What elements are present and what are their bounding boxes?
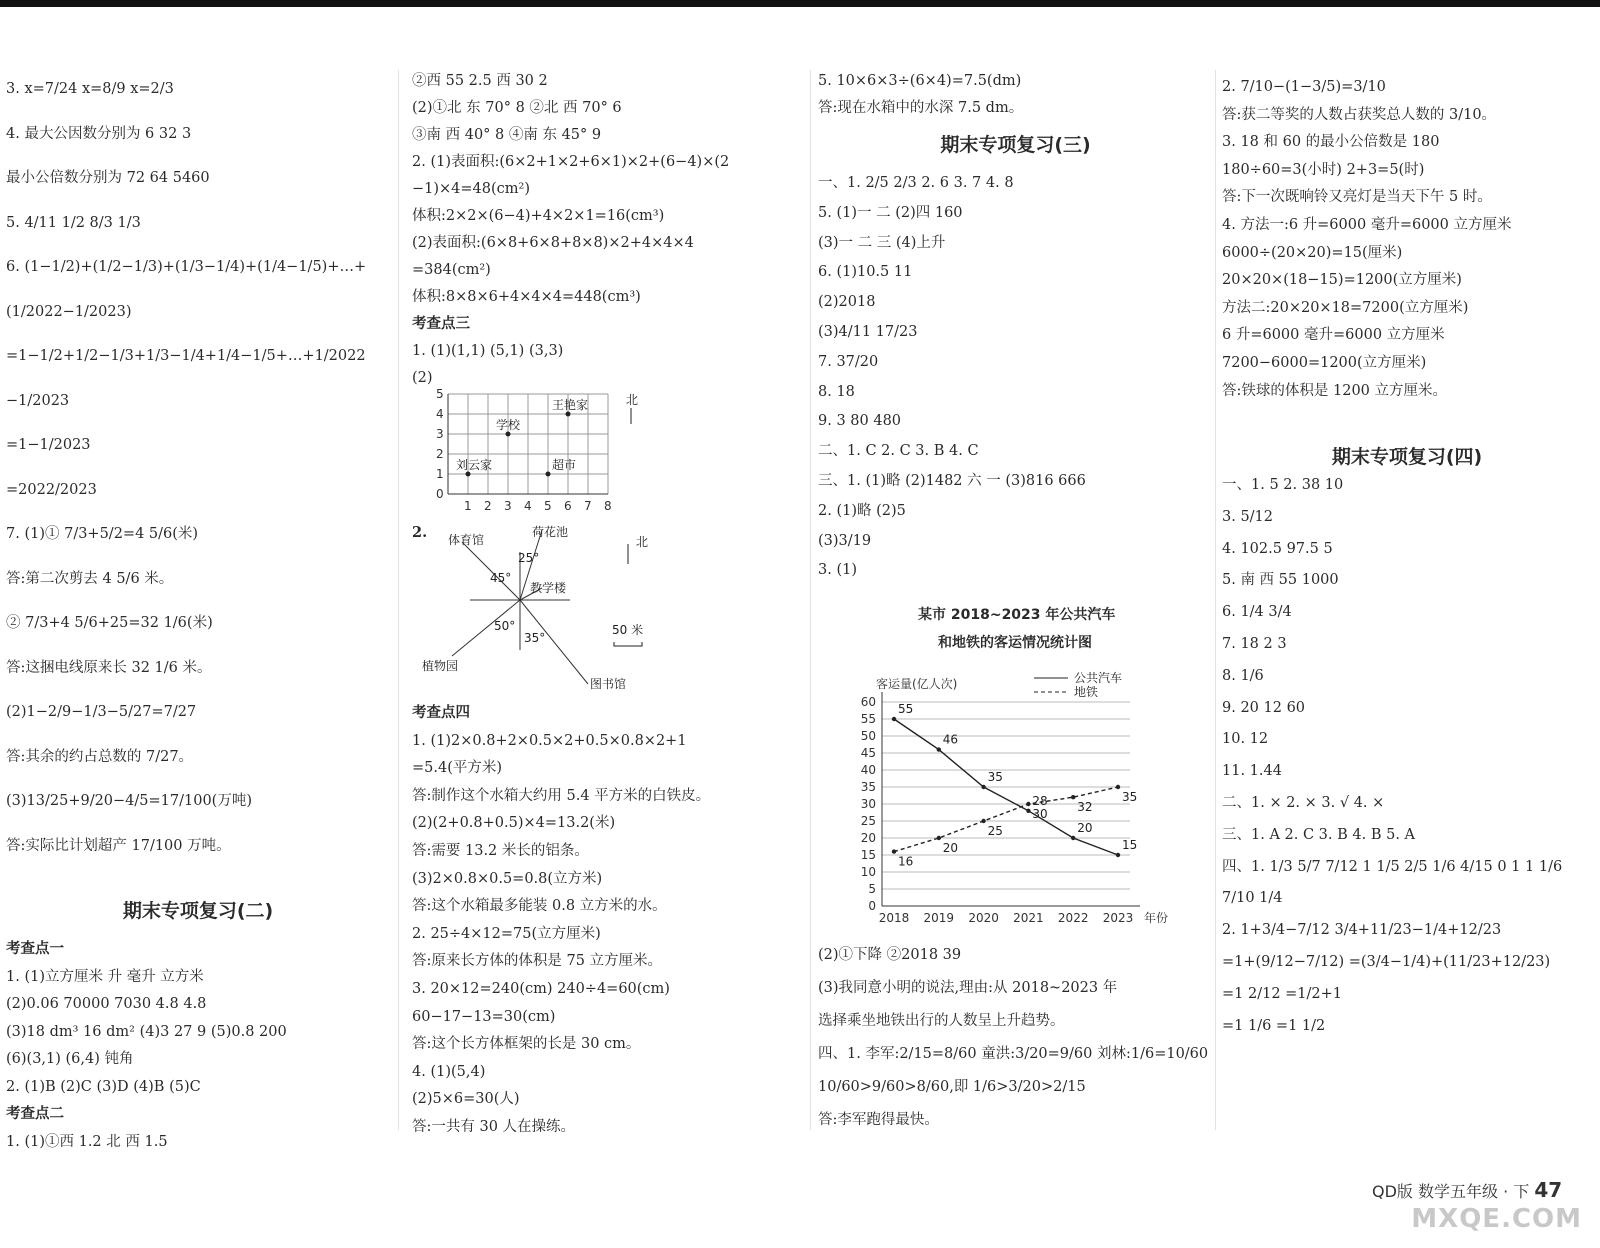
grid-x-tick: 6 bbox=[564, 499, 572, 513]
angle-label: 35° bbox=[524, 631, 546, 645]
data-label: 25 bbox=[987, 824, 1003, 838]
answer-line: (2)(2+0.8+0.5)×4=13.2(米) bbox=[412, 815, 616, 832]
y-tick-label: 55 bbox=[860, 712, 876, 726]
answer-line: 体积:2×2×(6−4)+4×2×1=16(cm³) bbox=[412, 208, 665, 224]
angle-label: 45° bbox=[490, 571, 512, 585]
answer-line: 1. (1)(1,1) (5,1) (3,3) bbox=[412, 343, 564, 359]
data-label: 46 bbox=[942, 732, 959, 747]
answer-line: 1. (1)立方厘米 升 毫升 立方米 bbox=[6, 968, 204, 985]
legend-label: 公共汽车 bbox=[1074, 671, 1123, 685]
x-tick-label: 2018 bbox=[878, 911, 910, 925]
answer-line: =2022/2023 bbox=[6, 481, 97, 498]
grid-label-wangyan: 王艳家 bbox=[552, 398, 589, 412]
answer-line: 二、1. × 2. × 3. √ 4. × bbox=[1222, 795, 1385, 811]
answer-line: 答:其余的约占总数的 7/27。 bbox=[6, 748, 194, 765]
answer-line: 4. 102.5 97.5 5 bbox=[1222, 540, 1333, 557]
item-number: 2. bbox=[412, 524, 428, 541]
y-tick-label: 35 bbox=[860, 780, 876, 794]
answer-line: (2)表面积:(6×8+6×8+8×8)×2+4×4×4 bbox=[412, 235, 694, 251]
y-tick-label: 45 bbox=[860, 746, 876, 760]
data-label: 20 bbox=[942, 841, 959, 855]
grid-x-tick: 2 bbox=[484, 499, 492, 513]
answer-line: 180÷60=3(小时) 2+3=5(时) bbox=[1222, 161, 1425, 178]
data-point bbox=[1116, 785, 1120, 789]
answer-line: 四、1. 李军:2/15=8/60 童洪:3/20=9/60 刘林:1/6=10/60 bbox=[818, 1046, 1209, 1062]
data-point bbox=[1071, 795, 1075, 799]
data-point bbox=[937, 836, 941, 840]
answer-line: (3)18 dm³ 16 dm² (4)3 27 9 (5)0.8 200 bbox=[6, 1023, 287, 1040]
answer-line: 选择乘坐地铁出行的人数呈上升趋势。 bbox=[818, 1013, 1065, 1029]
answer-line: 三、1. A 2. C 3. B 4. B 5. A bbox=[1222, 826, 1416, 843]
answer-line: 答:第二次剪去 4 5/6 米。 bbox=[6, 570, 174, 587]
grid-y-tick: 1 bbox=[436, 467, 444, 481]
data-point bbox=[1116, 853, 1120, 857]
page-number: 47 bbox=[1534, 1178, 1563, 1202]
watermark-logo: MXQE.COM bbox=[1411, 1204, 1582, 1234]
answer-line: 4. (1)(5,4) bbox=[412, 1063, 486, 1080]
y-tick-label: 30 bbox=[860, 797, 876, 811]
answer-line: (2)2018 bbox=[818, 294, 876, 311]
section-title: 期末专项复习(三) bbox=[940, 134, 1091, 156]
x-tick-label: 2021 bbox=[1013, 911, 1044, 925]
answer-line: 6000÷(20×20)=15(厘米) bbox=[1222, 244, 1403, 261]
column-divider bbox=[398, 70, 399, 1130]
place-lotus-pond: 荷花池 bbox=[532, 525, 569, 539]
answer-line: 答:铁球的体积是 1200 立方厘米。 bbox=[1222, 382, 1448, 399]
answer-line: ③南 西 40° 8 ④南 东 45° 9 bbox=[412, 127, 602, 143]
data-label: 35 bbox=[987, 770, 1003, 784]
answer-line: 答:这捆电线原来长 32 1/6 米。 bbox=[6, 659, 212, 676]
answer-line: 答:获二等奖的人数占获奖总人数的 3/10。 bbox=[1222, 106, 1497, 123]
answer-line: 5. (1)一 二 (2)四 160 bbox=[818, 204, 963, 221]
answer-line: =384(cm²) bbox=[412, 262, 491, 278]
data-point bbox=[981, 785, 985, 789]
angle-label: 25° bbox=[518, 551, 540, 565]
answer-line: 最小公倍数分别为 72 64 5460 bbox=[6, 170, 210, 186]
answer-line: 6 升=6000 毫升=6000 立方厘米 bbox=[1222, 327, 1445, 344]
data-point bbox=[1071, 836, 1075, 840]
grid-x-tick: 5 bbox=[544, 499, 552, 513]
answer-line: 8. 18 bbox=[818, 383, 855, 400]
answer-line: =1−1/2023 bbox=[6, 437, 91, 453]
answer-line: 三、1. (1)略 (2)1482 六 一 (3)816 666 bbox=[818, 473, 1086, 489]
place-teaching-building: 教学楼 bbox=[530, 581, 567, 595]
answer-line: =1 1/6 =1 1/2 bbox=[1222, 1017, 1326, 1034]
answer-line: (2)①下降 ②2018 39 bbox=[818, 947, 962, 963]
edition-label: QD版 bbox=[1372, 1182, 1413, 1201]
column-divider bbox=[810, 70, 811, 1130]
grid-x-tick: 4 bbox=[524, 499, 532, 513]
answer-line: 11. 1.44 bbox=[1222, 763, 1282, 780]
answer-line: =1 2/12 =1/2+1 bbox=[1222, 985, 1343, 1002]
grid-y-tick: 5 bbox=[436, 387, 444, 401]
grid-y-tick: 4 bbox=[436, 407, 444, 421]
answer-line: 7. (1)① 7/3+5/2=4 5/6(米) bbox=[6, 526, 199, 542]
place-botanical-garden: 植物园 bbox=[422, 659, 459, 673]
answer-line: 6. (1)10.5 11 bbox=[818, 264, 913, 281]
answer-line: 20×20×(18−15)=1200(立方厘米) bbox=[1222, 272, 1462, 289]
answer-line: 7200−6000=1200(立方厘米) bbox=[1222, 355, 1427, 371]
answer-line: 9. 20 12 60 bbox=[1222, 699, 1306, 716]
book-label: 数学五年级 · 下 bbox=[1418, 1182, 1530, 1201]
answer-line: 5. 10×6×3÷(6×4)=7.5(dm) bbox=[818, 73, 1022, 89]
line-chart bbox=[838, 668, 1168, 938]
answer-line: 9. 3 80 480 bbox=[818, 413, 902, 430]
answer-line: 5. 南 西 55 1000 bbox=[1222, 572, 1339, 589]
answer-line: (3)3/19 bbox=[818, 532, 872, 549]
x-tick-label: 2022 bbox=[1057, 911, 1089, 925]
column-divider bbox=[1215, 70, 1216, 1130]
answer-line: 7. 37/20 bbox=[818, 353, 879, 370]
answer-line: 60−17−13=30(cm) bbox=[412, 1008, 556, 1025]
answer-line: (3)4/11 17/23 bbox=[818, 324, 918, 340]
answer-line: 答:下一次既响铃又亮灯是当天下午 5 时。 bbox=[1222, 189, 1492, 206]
answer-line: 答:制作这个水箱大约用 5.4 平方米的白铁皮。 bbox=[412, 787, 711, 804]
answer-line: 6. (1−1/2)+(1/2−1/3)+(1/3−1/4)+(1/4−1/5)+…+ bbox=[6, 259, 367, 275]
answer-line: 考查点一 bbox=[6, 941, 64, 957]
section-title: 期末专项复习(四) bbox=[1331, 446, 1483, 468]
answer-line: (3)我同意小明的说法,理由:从 2018~2023 年 bbox=[818, 980, 1118, 996]
chart-title: 某市 2018~2023 年公共汽车 bbox=[918, 607, 1116, 623]
answer-line: (2) bbox=[412, 370, 433, 386]
answer-line: 2. 7/10−(1−3/5)=3/10 bbox=[1222, 79, 1386, 95]
answer-line: 答:现在水箱中的水深 7.5 dm。 bbox=[818, 100, 1024, 116]
y-tick-label: 20 bbox=[860, 831, 876, 845]
answer-line: 10/60>9/60>8/60,即 1/6>3/20>2/15 bbox=[818, 1079, 1086, 1095]
answer-line: 4. 最大公因数分别为 6 32 3 bbox=[6, 125, 192, 142]
answer-line: 7/10 1/4 bbox=[1222, 890, 1283, 907]
answer-line: 答:这个长方体框架的长是 30 cm。 bbox=[412, 1036, 641, 1053]
place-library: 图书馆 bbox=[590, 677, 627, 691]
grid-x-tick: 3 bbox=[504, 499, 512, 513]
x-tick-label: 2020 bbox=[968, 911, 999, 925]
grid-label-market: 超市 bbox=[552, 458, 577, 472]
answer-line: 考查点三 bbox=[412, 316, 470, 332]
data-label: 28 bbox=[1032, 793, 1048, 808]
answer-line: =1−1/2+1/2−1/3+1/3−1/4+1/4−1/5+…+1/2022 bbox=[6, 348, 366, 364]
y-axis-label: 客运量(亿人次) bbox=[876, 677, 958, 691]
answer-line: 3. x=7/24 x=8/9 x=2/3 bbox=[6, 81, 174, 97]
y-tick-label: 10 bbox=[860, 865, 876, 879]
answer-line: (6)(3,1) (6,4) 钝角 bbox=[6, 1051, 134, 1067]
answer-line: 2. (1)略 (2)5 bbox=[818, 502, 906, 519]
answer-line: 3. (1) bbox=[818, 562, 857, 579]
top-border bbox=[0, 0, 1600, 7]
angle-label: 50° bbox=[494, 619, 516, 633]
place-gym: 体育馆 bbox=[448, 533, 485, 547]
answer-line: 2. (1)B (2)C (3)D (4)B (5)C bbox=[6, 1078, 201, 1095]
answer-line: (2)5×6=30(人) bbox=[412, 1091, 520, 1108]
data-label: 16 bbox=[898, 854, 914, 869]
answer-line: 一、1. 5 2. 38 10 bbox=[1222, 477, 1344, 493]
grid-y-tick: 0 bbox=[436, 487, 444, 501]
data-label: 30 bbox=[1032, 807, 1048, 821]
y-tick-label: 60 bbox=[860, 695, 876, 709]
answer-line: (2)1−2/9−1/3−5/27=7/27 bbox=[6, 704, 197, 720]
answer-line: 答:实际比计划超产 17/100 万吨。 bbox=[6, 837, 231, 854]
x-axis-label: 年份 bbox=[1144, 911, 1168, 925]
answer-line: 3. 20×12=240(cm) 240÷4=60(cm) bbox=[412, 981, 670, 997]
answer-line: 3. 18 和 60 的最小公倍数是 180 bbox=[1222, 134, 1440, 151]
answer-line: 考查点二 bbox=[6, 1106, 64, 1122]
data-point bbox=[981, 819, 985, 823]
answer-line: 二、1. C 2. C 3. B 4. C bbox=[818, 443, 979, 460]
answer-line: 一、1. 2/5 2/3 2. 6 3. 7 4. 8 bbox=[818, 175, 1014, 191]
data-label: 20 bbox=[1077, 821, 1093, 835]
grid-x-tick: 8 bbox=[604, 499, 612, 513]
answer-line: −1/2023 bbox=[6, 392, 70, 409]
north-label: 北 bbox=[636, 535, 649, 549]
answer-line: 体积:8×8×6+4×4×4=448(cm³) bbox=[412, 289, 641, 305]
data-label: 55 bbox=[898, 702, 914, 716]
answer-line: ② 7/3+4 5/6+25=32 1/6(米) bbox=[6, 615, 213, 631]
answer-line: 答:这个水箱最多能装 0.8 立方米的水。 bbox=[412, 898, 667, 915]
grid-label-liuyun: 刘云家 bbox=[456, 458, 493, 472]
answer-line: 答:李军跑得最快。 bbox=[818, 1112, 939, 1128]
answer-line: ②西 55 2.5 西 30 2 bbox=[412, 73, 548, 89]
data-point bbox=[892, 849, 896, 853]
data-point bbox=[1026, 802, 1030, 806]
answer-line: 考查点四 bbox=[412, 705, 470, 721]
answer-line: 2. (1)表面积:(6×2+1×2+6×1)×2+(6−4)×(2 bbox=[412, 154, 730, 170]
answer-line: 答:原来长方体的体积是 75 立方厘米。 bbox=[412, 953, 663, 970]
answer-line: 答:需要 13.2 米长的铝条。 bbox=[412, 843, 589, 859]
north-label: 北 bbox=[626, 393, 639, 407]
y-tick-label: 15 bbox=[860, 848, 876, 862]
answer-line: 4. 方法一:6 升=6000 毫升=6000 立方厘米 bbox=[1222, 217, 1512, 233]
x-tick-label: 2019 bbox=[923, 911, 955, 925]
answer-line: 答:一共有 30 人在操练。 bbox=[412, 1119, 576, 1135]
answer-line: 7. 18 2 3 bbox=[1222, 636, 1287, 652]
answer-line: 2. 25÷4×12=75(立方厘米) bbox=[412, 925, 601, 942]
answer-line: (3)一 二 三 (4)上升 bbox=[818, 234, 946, 251]
chart-subtitle: 和地铁的客运情况统计图 bbox=[938, 635, 1092, 651]
grid-x-tick: 1 bbox=[464, 499, 472, 513]
legend-label: 地铁 bbox=[1074, 685, 1099, 699]
answer-line: (3)2×0.8×0.5=0.8(立方米) bbox=[412, 870, 603, 887]
y-tick-label: 0 bbox=[868, 899, 876, 913]
answer-line: 1. (1)①西 1.2 北 西 1.5 bbox=[6, 1133, 168, 1150]
answer-line: 5. 4/11 1/2 8/3 1/3 bbox=[6, 214, 141, 231]
y-tick-label: 5 bbox=[868, 882, 876, 896]
data-label: 35 bbox=[1122, 790, 1138, 804]
data-label: 32 bbox=[1077, 800, 1093, 815]
compass-map bbox=[412, 524, 672, 692]
answer-line: =1+(9/12−7/12) =(3/4−1/4)+(11/23+12/23) bbox=[1222, 954, 1551, 970]
answer-line: (2)0.06 70000 7030 4.8 4.8 bbox=[6, 996, 207, 1012]
answer-line: 3. 5/12 bbox=[1222, 508, 1274, 525]
grid-x-tick: 7 bbox=[584, 499, 592, 513]
y-tick-label: 50 bbox=[860, 729, 876, 743]
grid-y-tick: 2 bbox=[436, 447, 444, 461]
answer-line: (2)①北 东 70° 8 ②北 西 70° 6 bbox=[412, 100, 622, 116]
y-tick-label: 40 bbox=[860, 763, 876, 777]
page-footer bbox=[1372, 1178, 1562, 1202]
answer-line: 四、1. 1/3 5/7 7/12 1 1/5 2/5 1/6 4/15 0 1 1 1/6 bbox=[1222, 858, 1563, 875]
x-tick-label: 2023 bbox=[1102, 911, 1134, 925]
data-point bbox=[1026, 809, 1030, 813]
answer-line: 方法二:20×20×18=7200(立方厘米) bbox=[1222, 299, 1469, 316]
scale-label: 50 米 bbox=[612, 623, 644, 637]
answer-line: =5.4(平方米) bbox=[412, 760, 503, 777]
answer-line: 10. 12 bbox=[1222, 731, 1269, 748]
answer-line: −1)×4=48(cm²) bbox=[412, 181, 531, 197]
data-point bbox=[892, 717, 896, 721]
section-title: 期末专项复习(二) bbox=[122, 900, 274, 922]
y-tick-label: 25 bbox=[860, 814, 876, 828]
grid-label-school: 学校 bbox=[496, 418, 521, 432]
answer-line: (1/2022−1/2023) bbox=[6, 303, 132, 320]
grid-y-tick: 3 bbox=[436, 427, 444, 441]
answer-line: 6. 1/4 3/4 bbox=[1222, 604, 1292, 621]
answer-line: 8. 1/6 bbox=[1222, 667, 1264, 684]
data-label: 15 bbox=[1122, 838, 1138, 852]
data-point bbox=[937, 747, 941, 751]
answer-line: (3)13/25+9/20−4/5=17/100(万吨) bbox=[6, 793, 252, 809]
answer-line: 2. 1+3/4−7/12 3/4+11/23−1/4+12/23 bbox=[1222, 922, 1502, 939]
grid-map bbox=[426, 384, 656, 514]
answer-line: 1. (1)2×0.8+2×0.5×2+0.5×0.8×2+1 bbox=[412, 732, 687, 749]
